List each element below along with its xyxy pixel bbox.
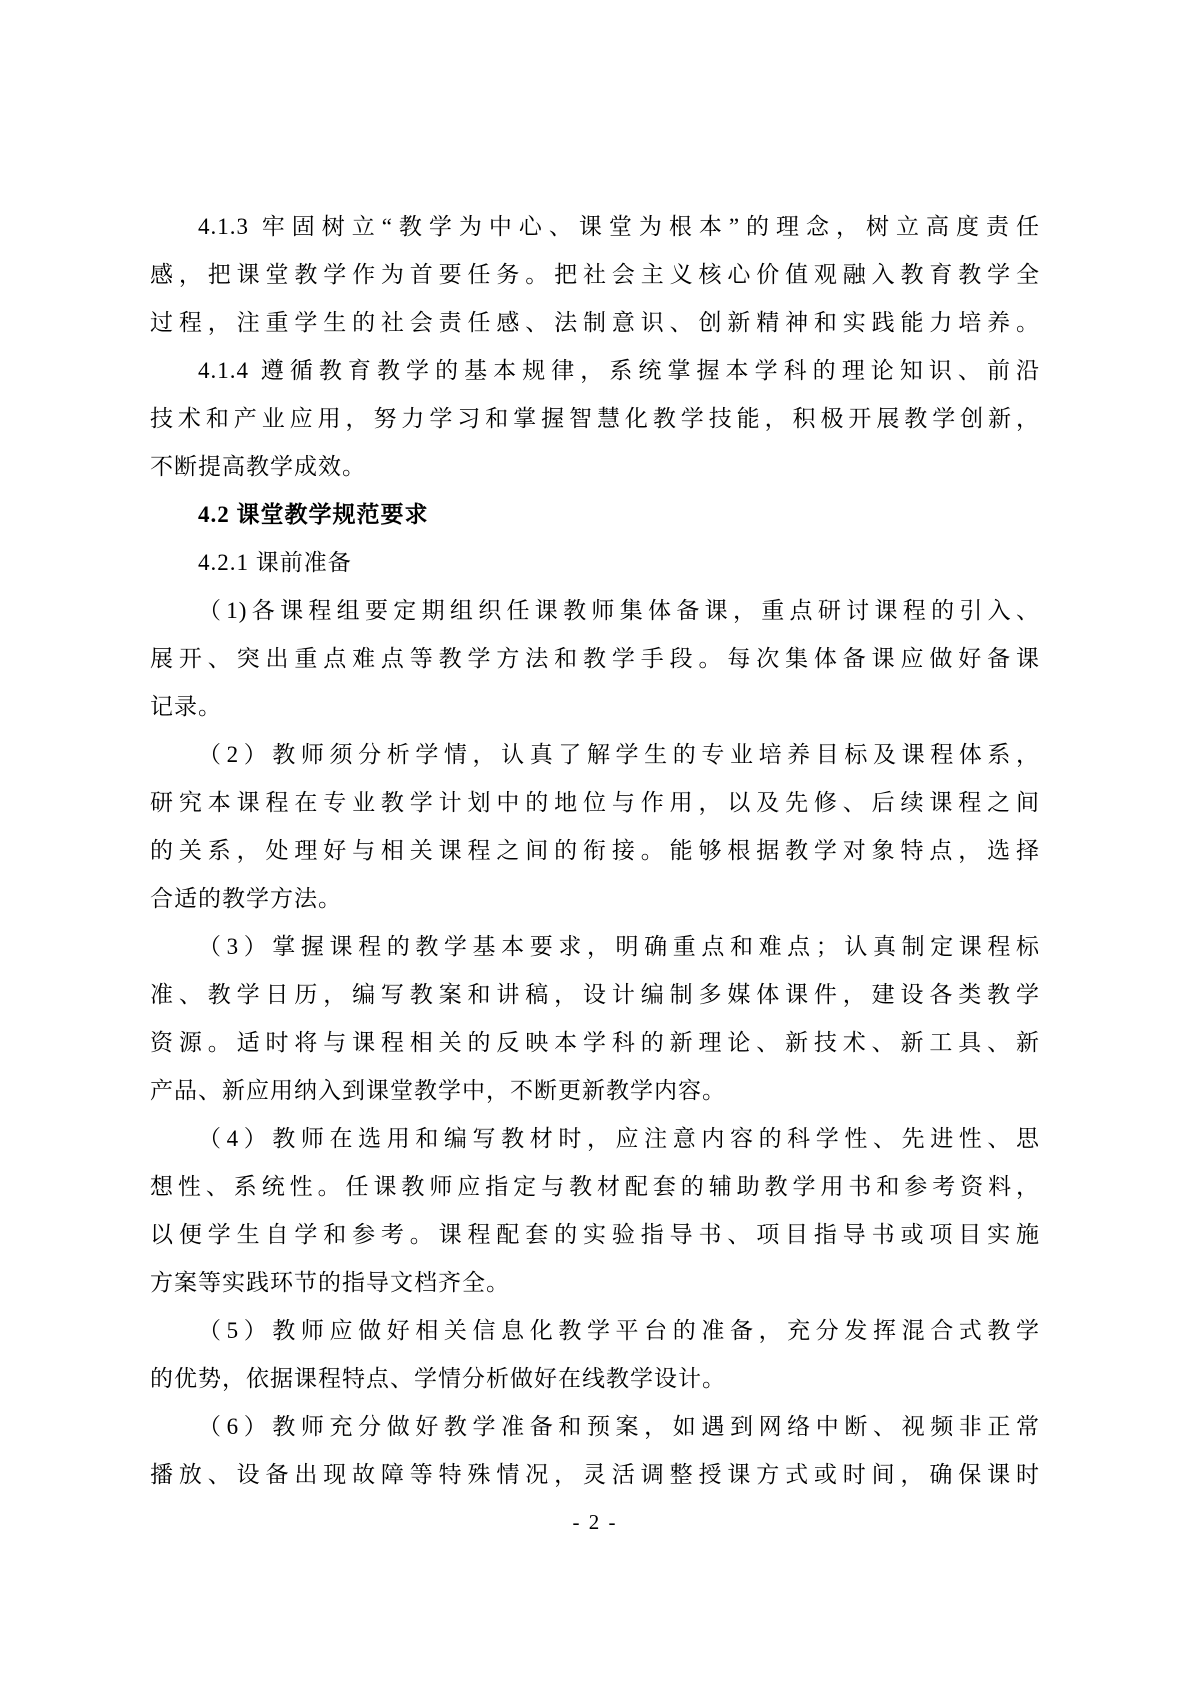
text-line: （1)各课程组要定期组织任课教师集体备课，重点研讨课程的引入、 <box>198 598 1040 623</box>
text-line: （4）教师在选用和编写教材时，应注意内容的科学性、先进性、思 <box>198 1126 1040 1151</box>
text-line: 4.1.4 遵循教育教学的基本规律，系统掌握本学科的理论知识、前沿 <box>198 358 1040 383</box>
text-line: 的关系，处理好与相关课程之间的衔接。能够根据教学对象特点，选择 <box>150 838 1040 863</box>
text-line: （3）掌握课程的教学基本要求，明确重点和难点；认真制定课程标 <box>198 934 1040 959</box>
text-line: 产品、新应用纳入到课堂教学中，不断更新教学内容。 <box>150 1078 726 1103</box>
text-line: 方案等实践环节的指导文档齐全。 <box>150 1270 510 1295</box>
text-line: 合适的教学方法。 <box>150 886 342 911</box>
document-body <box>150 203 1040 1499</box>
page-number: - 2 - <box>572 1510 618 1534</box>
text-line: （2）教师须分析学情，认真了解学生的专业培养目标及课程体系， <box>198 742 1040 767</box>
text-line: 想性、系统性。任课教师应指定与教材配套的辅助教学用书和参考资料， <box>150 1174 1040 1199</box>
text-line: 资源。适时将与课程相关的反映本学科的新理论、新技术、新工具、新 <box>150 1030 1040 1055</box>
text-line: 的优势，依据课程特点、学情分析做好在线教学设计。 <box>150 1366 726 1391</box>
text-line: 过程，注重学生的社会责任感、法制意识、创新精神和实践能力培养。 <box>150 310 1040 335</box>
text-line: 以便学生自学和参考。课程配套的实验指导书、项目指导书或项目实施 <box>150 1222 1040 1247</box>
text-line: （6）教师充分做好教学准备和预案，如遇到网络中断、视频非正常 <box>198 1414 1040 1439</box>
text-line: 播放、设备出现故障等特殊情况，灵活调整授课方式或时间，确保课时 <box>150 1462 1040 1487</box>
text-line: 感，把课堂教学作为首要任务。把社会主义核心价值观融入教育教学全 <box>150 262 1040 287</box>
text-line: 技术和产业应用，努力学习和掌握智慧化教学技能，积极开展教学创新， <box>150 406 1040 431</box>
text-line: 4.1.3 牢固树立“教学为中心、课堂为根本”的理念，树立高度责任 <box>198 214 1040 239</box>
text-line: 研究本课程在专业教学计划中的地位与作用，以及先修、后续课程之间 <box>150 790 1040 815</box>
text-line: 准、教学日历，编写教案和讲稿，设计编制多媒体课件，建设各类教学 <box>150 982 1040 1007</box>
text-line: 4.2.1 课前准备 <box>198 550 352 575</box>
section-heading: 4.2 课堂教学规范要求 <box>198 502 429 527</box>
text-line: 记录。 <box>150 694 222 719</box>
text-line: 展开、突出重点难点等教学方法和教学手段。每次集体备课应做好备课 <box>150 646 1040 671</box>
text-line: （5）教师应做好相关信息化教学平台的准备，充分发挥混合式教学 <box>198 1318 1040 1343</box>
text-line: 不断提高教学成效。 <box>150 454 366 479</box>
